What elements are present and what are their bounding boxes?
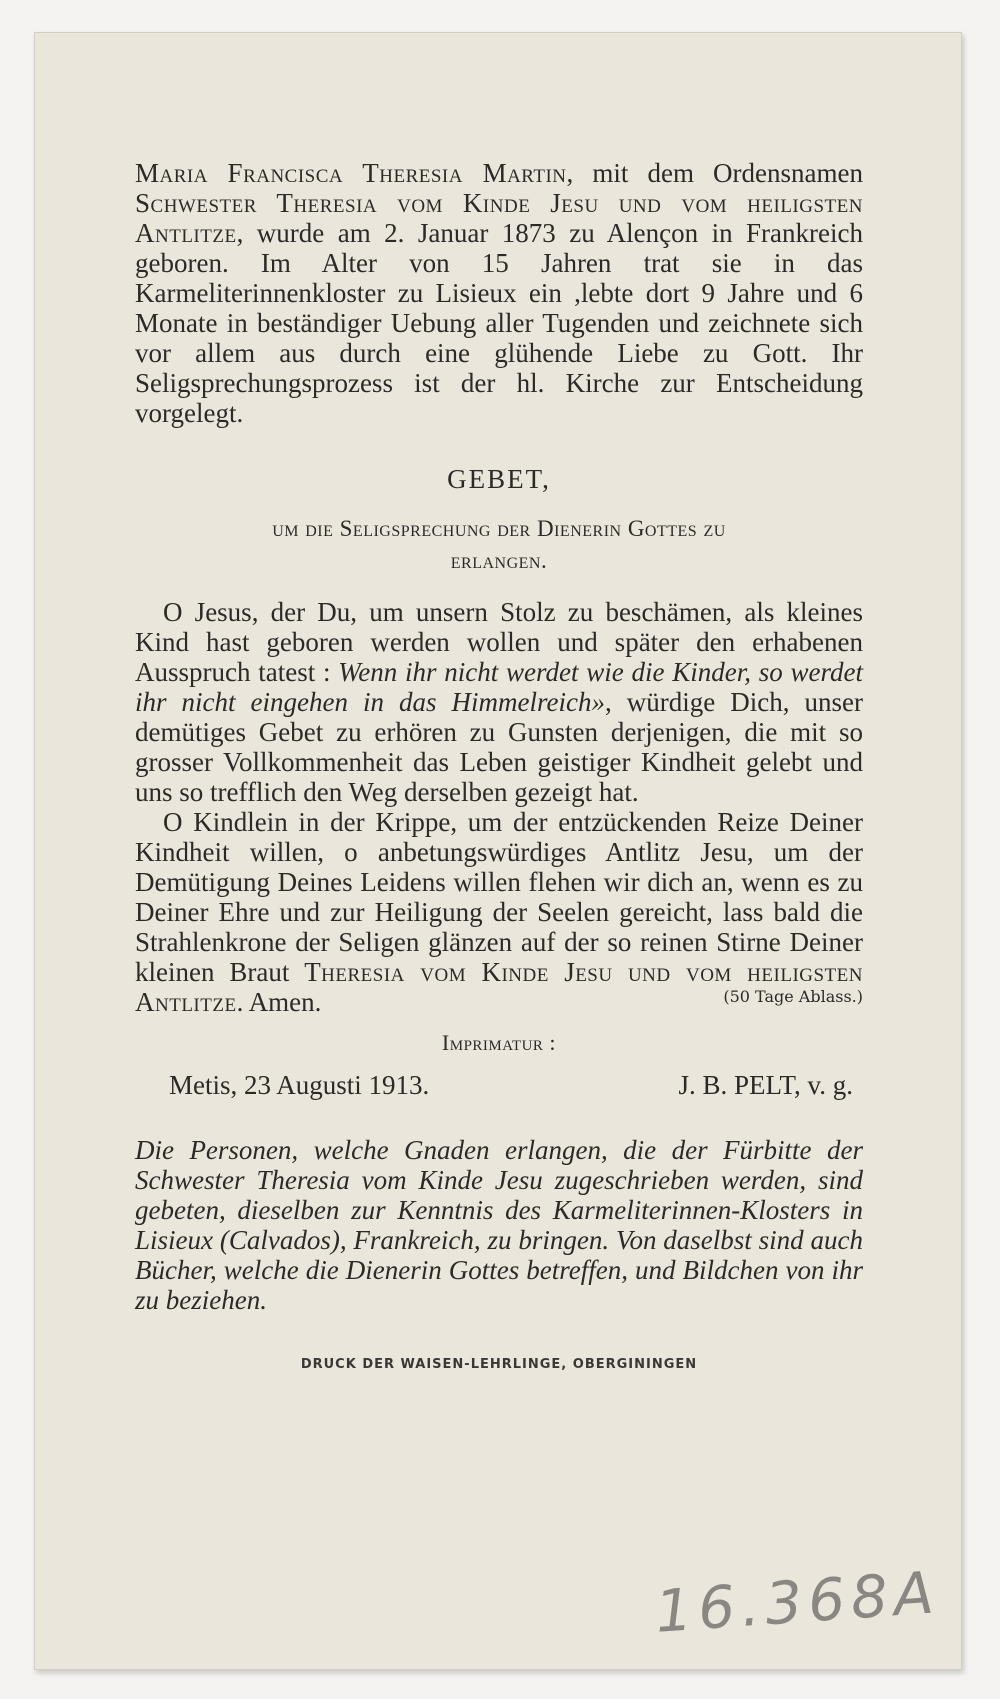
bio-text-2: , wurde am 2. Januar 1873 zu Alençon in Frankreich geboren. Im Alter von 15 Jahren trat sie in das Karmeliterinnenkloster zu Lisieux ein ,lebte dort 9 Jahre und 6 Monate in beständiger Uebung aller Tugenden und zeichnete sich vor allem aus durch eine glühende Liebe zu Gott. Ihr Seligsprechungsprozess ist der hl. Kirche zur Entscheidung vorgelegt. [135,218,863,428]
bio-text-1: , mit dem Ordensnamen [566,158,863,188]
notice-paragraph: Die Personen, welche Gnaden erlangen, die der Fürbitte der Schwester Theresia vom Kinde Jesu zugeschrieben werden, sind gebeten, dieselben zur Kenntnis des Karmeliterinnen-Klosters in Lisieux (Calvados), Frankreich, zu bringen. Von daselbst sind auch Bücher, welche die Dienerin Gottes betreffen, und Bildchen von ihr zu beziehen. [135,1135,863,1315]
prayer-title: GEBET, [447,464,551,494]
imprimatur-label-text: Imprimatur : [441,1030,557,1055]
imprimatur-place-date: Metis, 23 Augusti 1913. [169,1070,430,1100]
prayer-card [34,32,962,1670]
imprimatur-label [135,1030,863,1056]
printer-imprint: DRUCK DER WAISEN-LEHRLINGE, OBERGININGEN [300,1357,698,1372]
prayer-text-3: O Kindlein in der Krippe, um der entzückenden Reize Deiner Kindheit willen, o anbetungswürdiges Antlitz Jesu, um der Demütigung Deines Leidens willen flehen wir dich an, wenn es zu Deiner Ehre und zur Heiligung der Seelen gereicht, lass bald die Strahlenkrone der Seligen glänzen auf der so reinen Stirne Deiner kleinen Braut [135,807,863,987]
prayer-subtitle-line-2: erlangen. [450,548,548,573]
prayer-body [135,597,863,1017]
prayer-quote: Wenn ihr nicht werdet wie die Kinder, so werdet ihr nicht eingehen in das Himmelreich» [135,657,863,717]
prayer-amen: . Amen. [236,987,322,1017]
religious-name: Schwester Theresia vom Kinde Jesu und vom heiligsten Antlitze [135,188,863,248]
prayer-paragraph-1 [135,597,863,807]
indulgence-note: (50 Tage Ablass.) [723,987,863,1006]
imprimatur-line [135,1070,863,1101]
prayer-text-1: O Jesus, der Du, um unsern Stolz zu beschämen, als kleines Kind hast geboren werden wollen und später den erhabenen Ausspruch tatest : [135,597,863,687]
prayer-saint-name: Theresia vom Kinde Jesu und vom heiligsten Antlitze [135,957,863,1017]
prayer-paragraph-2 [135,807,863,1017]
saint-name: Maria Francisca Theresia Martin [135,158,567,188]
handwritten-inventory-number: 16.368A [652,1558,942,1646]
biography-paragraph [135,158,863,428]
card-content [135,158,863,1372]
imprimatur-signatory: J. B. PELT, v. g. [678,1070,853,1100]
prayer-text-2: , würdige Dich, unser demütiges Gebet zu erhören zu Gunsten derjenigen, die mit so grosser Vollkommenheit das Leben geistiger Kindheit gelebt und uns so trefflich den Weg derselben gezeigt hat. [135,687,863,807]
prayer-subtitle-line-1: um die Seligsprechung der Dienerin Gottes zu [272,516,726,541]
prayer-subtitle [135,513,863,577]
